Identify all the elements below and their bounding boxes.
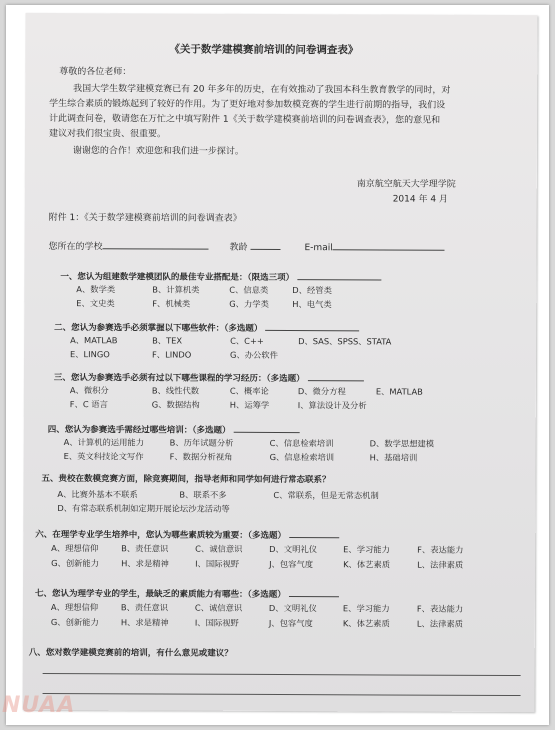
coach-blank[interactable] bbox=[250, 241, 280, 250]
question-7-text: 七、您认为理学专业的学生，最缺乏的素质能力有哪些：（多选题） bbox=[34, 588, 286, 601]
q4-option[interactable]: F、数据分析视角 bbox=[169, 451, 233, 462]
q3-option[interactable]: H、运筹学 bbox=[229, 399, 270, 410]
email-label: E-mail bbox=[304, 243, 333, 254]
date: 2014 年 4 月 bbox=[392, 194, 448, 205]
greeting: 尊敬的各位老师： bbox=[59, 67, 132, 78]
q4-option[interactable]: H、基础培训 bbox=[369, 452, 418, 463]
answer-line-1[interactable] bbox=[43, 673, 521, 676]
q1-option[interactable]: A、数学类 bbox=[76, 284, 116, 295]
q7-option[interactable]: D、文明礼仪 bbox=[268, 602, 317, 614]
email-blank[interactable] bbox=[333, 241, 445, 250]
q5-option[interactable]: A、比赛外基本不联系 bbox=[57, 489, 138, 500]
q6-option[interactable]: I、国际视野 bbox=[195, 558, 240, 569]
school-label: 您所在的学校 bbox=[48, 241, 103, 253]
q3-option[interactable]: C、概率论 bbox=[229, 385, 269, 396]
q6-option[interactable]: L、法律素质 bbox=[417, 559, 464, 570]
q7-option[interactable]: I、国际视野 bbox=[194, 617, 239, 628]
question-4-text: 四、您认为参赛选手需经过哪些培训：（多选题） bbox=[47, 424, 231, 436]
questionnaire-sheet bbox=[22, 13, 537, 712]
q7-option[interactable]: F、表达能力 bbox=[416, 603, 464, 614]
q4-option[interactable]: D、数学思想建模 bbox=[369, 438, 435, 449]
q7-option[interactable]: G、创新能力 bbox=[50, 617, 99, 628]
q6-option[interactable]: C、诚信意识 bbox=[195, 543, 243, 554]
sender: 南京航空航天大学理学院 bbox=[356, 179, 456, 190]
question-3 bbox=[54, 371, 364, 384]
q6-option[interactable]: K、体艺素质 bbox=[343, 559, 391, 570]
question-6-text: 六、在理学专业学生培养中，您认为哪些素质较为重要：（多选题） bbox=[35, 529, 287, 542]
q6-option[interactable]: E、学习能力 bbox=[343, 544, 390, 555]
q5-option[interactable]: B、联系不多 bbox=[179, 489, 227, 500]
coach-field bbox=[229, 241, 280, 253]
q6-option[interactable]: B、责任意识 bbox=[121, 543, 169, 554]
question-6 bbox=[35, 528, 339, 541]
question-7 bbox=[35, 587, 339, 600]
q7-option[interactable]: K、体艺素质 bbox=[342, 618, 390, 629]
q6-option[interactable]: F、表达能力 bbox=[417, 544, 464, 555]
attachment-title: 附件 1：《关于数学建模赛前培训的问卷调查表》 bbox=[48, 212, 242, 224]
q3-option[interactable]: B、线性代数 bbox=[151, 385, 200, 396]
q7-option[interactable]: A、理想信仰 bbox=[50, 602, 99, 613]
q5-option[interactable]: D、有常态联系机制如定期开展论坛沙龙活动等 bbox=[57, 503, 230, 514]
q6-option[interactable]: J、包容气度 bbox=[269, 558, 314, 570]
question-4 bbox=[48, 423, 300, 436]
q7-option[interactable]: L、法律素质 bbox=[416, 618, 463, 629]
q2-option[interactable]: C、C++ bbox=[230, 335, 264, 346]
q2-option[interactable]: D、SAS、SPSS、STATA bbox=[298, 336, 392, 347]
q1-option[interactable]: C、信息类 bbox=[229, 284, 269, 295]
q2-option[interactable]: E、LINGO bbox=[70, 349, 110, 360]
q5-option[interactable]: C、常联系，但是无常态机制 bbox=[273, 489, 379, 501]
q1-option[interactable]: F、机械类 bbox=[152, 298, 191, 309]
q4-option[interactable]: C、信息检索培训 bbox=[269, 437, 334, 449]
q3-option[interactable]: I、算法设计及分析 bbox=[297, 400, 367, 411]
q1-option[interactable]: D、经管类 bbox=[292, 285, 332, 296]
q7-option[interactable]: C、诚信意识 bbox=[194, 602, 243, 613]
q1-option[interactable]: G、力学类 bbox=[229, 298, 269, 309]
watermark-logo: NUAA bbox=[2, 693, 76, 718]
q6-option[interactable]: D、文明礼仪 bbox=[269, 543, 318, 555]
q4-option[interactable]: A、计算机的运用能力 bbox=[63, 437, 145, 448]
q1-option[interactable]: H、电气类 bbox=[292, 299, 332, 310]
intro-line-4: 建议对我们很宝贵、很重要。 bbox=[48, 128, 167, 140]
q2-option[interactable]: A、MATLAB bbox=[70, 335, 118, 346]
q6-option[interactable]: H、求是精神 bbox=[121, 558, 169, 569]
school-blank[interactable] bbox=[103, 240, 209, 249]
question-2-text: 二、您认为参赛选手必须掌握以下哪些软件：（多选题） bbox=[54, 323, 263, 334]
q3-option[interactable]: D、微分方程 bbox=[297, 386, 346, 397]
school-field bbox=[48, 240, 208, 253]
q7-option[interactable]: E、学习能力 bbox=[342, 603, 390, 614]
q7-option[interactable]: B、责任意识 bbox=[120, 602, 169, 613]
q3-option[interactable]: G、数据结构 bbox=[151, 399, 200, 410]
question-3-answer-blank[interactable] bbox=[308, 372, 364, 381]
q2-option[interactable]: F、LINDO bbox=[152, 349, 192, 360]
question-7-answer-blank[interactable] bbox=[289, 588, 339, 597]
q6-option[interactable]: G、创新能力 bbox=[51, 558, 100, 569]
thanks-line: 谢谢您的合作！欢迎您和我们进一步探讨。 bbox=[72, 146, 244, 157]
q1-option[interactable]: B、计算机类 bbox=[152, 284, 200, 295]
question-3-text: 三、您认为参赛选手必须有过以下哪些课程的学习经历：（多选题） bbox=[53, 373, 305, 385]
q4-option[interactable]: G、信息检索培训 bbox=[269, 451, 335, 463]
question-2-answer-blank[interactable] bbox=[265, 322, 359, 331]
answer-line-2[interactable] bbox=[43, 693, 521, 696]
q2-option[interactable]: B、TEX bbox=[152, 335, 183, 346]
intro-line-1: 我国大学生数学建模竞赛已有 20 年多年的历史，在有效推动了我国本科生教育教学的同时，对 bbox=[73, 84, 451, 96]
email-field bbox=[304, 241, 444, 254]
q4-option[interactable]: E、英文科技论文写作 bbox=[63, 451, 144, 462]
q2-option[interactable]: G、办公软件 bbox=[230, 349, 278, 360]
question-6-answer-blank[interactable] bbox=[289, 529, 339, 538]
intro-line-2: 学生综合素质的锻炼起到了较好的作用。为了更好地对参加数模竞赛的学生进行前期的指导，我们设 bbox=[49, 98, 446, 111]
q1-option[interactable]: E、文史类 bbox=[76, 298, 115, 309]
question-1-text: 一、您认为组建数学建模团队的最佳专业搭配是：（限选三项） bbox=[60, 272, 295, 284]
question-4-answer-blank[interactable] bbox=[233, 424, 299, 433]
question-8: 八、您对数学建模竞赛前的培训，有什么意见或建议？ bbox=[28, 647, 233, 659]
q3-option[interactable]: A、微积分 bbox=[69, 385, 109, 396]
question-1-answer-blank[interactable] bbox=[297, 271, 381, 280]
question-2 bbox=[54, 321, 359, 334]
q6-option[interactable]: A、理想信仰 bbox=[51, 543, 99, 554]
question-5: 五、贵校在数模竞赛方面，除竞赛期间，指导老师和同学如何进行常态联系？ bbox=[41, 473, 331, 486]
page-title: 《关于数学建模赛前培训的问卷调查表》 bbox=[169, 43, 359, 57]
q3-option[interactable]: F、C 语言 bbox=[69, 399, 108, 410]
q3-option[interactable]: E、MATLAB bbox=[375, 386, 423, 397]
q7-option[interactable]: H、求是精神 bbox=[120, 617, 169, 628]
question-1 bbox=[60, 270, 381, 283]
coach-label: 教龄 bbox=[229, 242, 248, 253]
q4-option[interactable]: B、历年试题分析 bbox=[169, 437, 234, 448]
intro-line-3: 计此调查问卷，敬请您在万忙之中填写附件 1《关于数学建模赛前培训的问卷调查表》，您的意见和 bbox=[49, 113, 441, 126]
q7-option[interactable]: J、包容气度 bbox=[268, 617, 313, 629]
